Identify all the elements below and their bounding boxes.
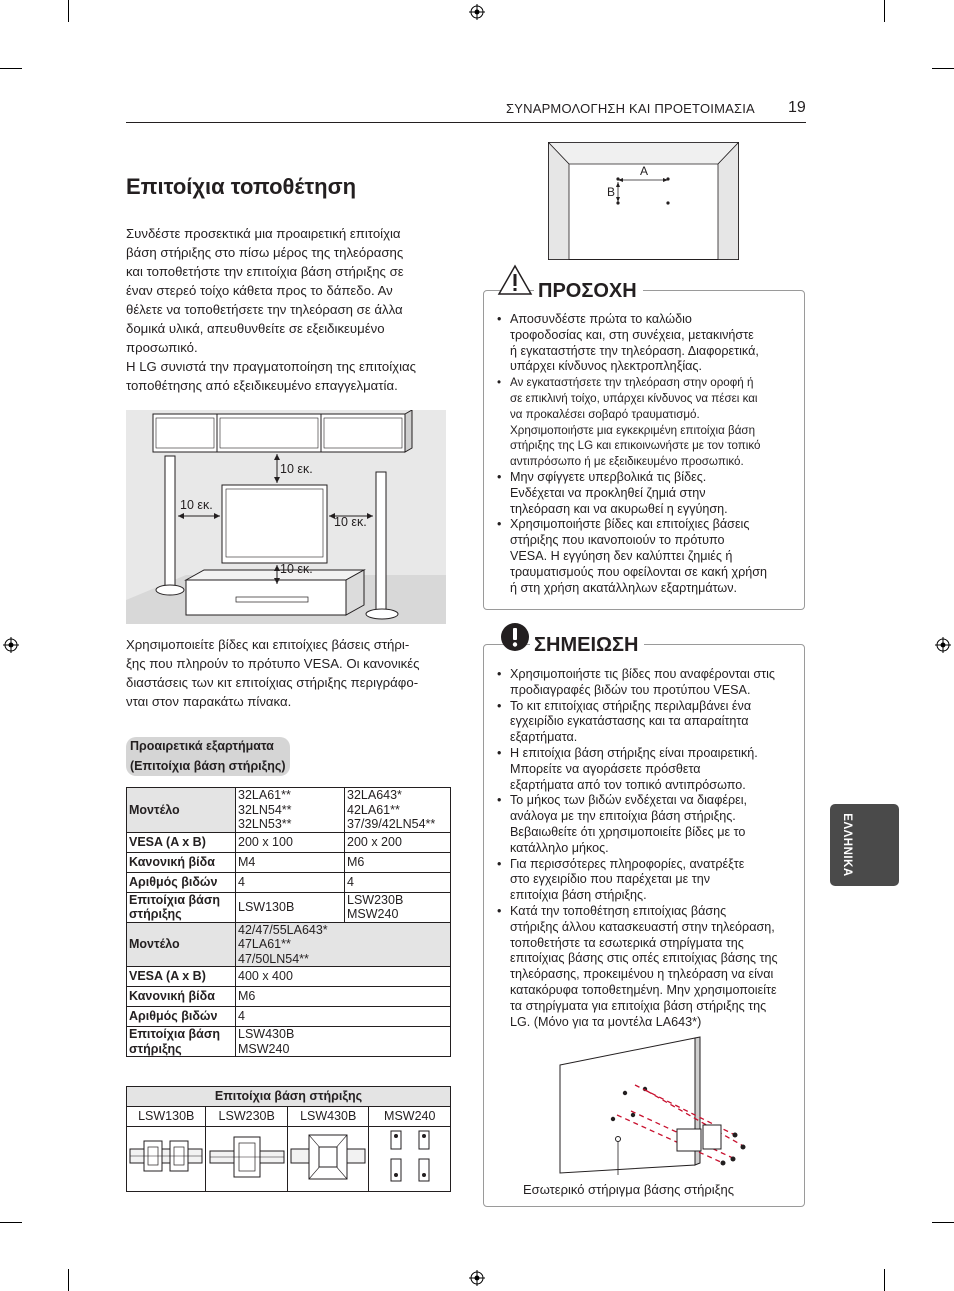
bullet-line: • Για περισσότερες πληροφορίες, ανατρέξτε <box>510 856 745 871</box>
lsw430b-bracket-image <box>289 1127 367 1187</box>
caution-list <box>497 312 797 596</box>
intro-line: θέλετε να τοποθετήσετε την τηλεόραση σε άλλα <box>126 302 403 317</box>
table-row <box>127 1087 451 1107</box>
msw240-bracket-image <box>371 1127 449 1187</box>
model-name: 47/50LN54** <box>238 951 309 966</box>
bullet-line: στήριξης που ικανοποιούν το πρότυπο <box>510 533 725 548</box>
registration-mark-icon <box>469 4 485 20</box>
language-tab-text: ΕΛΛΗΝΙΚΑ <box>841 813 853 877</box>
bullet-line: επιτοίχια βάση στήριξης. <box>510 888 647 903</box>
wall-mount-model: LSW130B <box>127 1107 206 1127</box>
bracket-label: Επιτοίχια βάση στήριξης <box>127 892 236 922</box>
model-name: 37/39/42LN54** <box>347 817 436 831</box>
model-name: 32LN53** <box>238 817 292 831</box>
bullet-line: LG. (Μόνο για τα μοντέλα LA643*) <box>510 1014 702 1029</box>
crop-mark <box>932 1222 954 1223</box>
vesa-line: διαστάσεις των κιτ επιτοίχιας στήριξης περιγράφο- <box>126 675 419 690</box>
screw-value: M4 <box>236 852 345 872</box>
bullet-line: τηλεόρασης, προκειμένου η τηλεόραση να είναι <box>510 967 774 982</box>
model-name: 47LA61** <box>238 937 291 951</box>
bullet-line: στο εγχειρίδιο που παρέχεται με την <box>510 872 710 887</box>
bullet-item <box>497 517 797 596</box>
bullet-item <box>497 375 797 470</box>
bracket-name: LSW430B <box>238 1027 295 1041</box>
section-header: ΣΥΝΑΡΜΟΛΟΓΗΣΗ ΚΑΙ ΠΡΟΕΤΟΙΜΑΣΙΑ <box>506 101 755 116</box>
bullet-line: στήριξης της LG και επικοινωνήστε με τον τοπικό <box>510 439 761 453</box>
intro-line: δομικά υλικά, απευθυνθείτε σε εξειδικευμένο <box>126 321 385 336</box>
bullet-line: τηλεόραση και να ακυρωθεί η εγγύηση. <box>510 501 728 516</box>
table-row <box>127 788 451 833</box>
bullet-item <box>497 312 797 375</box>
model-cell <box>236 922 451 967</box>
warning-triangle-icon <box>497 264 533 296</box>
model-name: 42/47/55LA643* <box>238 922 328 937</box>
bullet-line: • Κατά την τοποθέτηση επιτοίχιας βάσης <box>510 903 727 918</box>
vesa-line: Χρησιμοποιείτε βίδες και επιτοίχιες βάσεις στήρι- <box>126 637 410 652</box>
bullet-line: • Το κιτ επιτοίχιας στήριξης περιλαμβάνει ένα <box>510 698 752 713</box>
clearance-left-label: 10 εκ. <box>180 498 213 512</box>
bullet-item <box>497 793 799 856</box>
bullet-line: Μπορείτε να αγοράσετε πρόσθετα <box>510 761 701 776</box>
bullet-item <box>497 904 799 1030</box>
model-cell <box>345 788 451 833</box>
crop-mark <box>68 0 69 22</box>
vesa-a-label: A <box>640 164 649 178</box>
screw-value: M6 <box>236 987 451 1007</box>
bullet-line: υπάρχει κίνδυνος ηλεκτροπληξίας. <box>510 359 702 374</box>
note-exclamation-icon <box>500 622 530 652</box>
crop-mark <box>0 68 22 69</box>
vesa-value: 400 x 400 <box>236 967 451 987</box>
table-row <box>127 872 451 892</box>
caution-title: ΠΡΟΣΟΧΗ <box>534 280 643 303</box>
bracket-value <box>345 892 451 922</box>
optional-label-line: Προαιρετικά εξαρτήματα <box>130 739 274 753</box>
bullet-line: • Χρησιμοποιήστε βίδες και επιτοίχιες βάσεις <box>510 517 750 532</box>
model-label: Μοντέλο <box>127 922 236 967</box>
bullet-line: σε επικλινή τοίχο, υπάρχει κίνδυνος να πέσει και <box>510 391 758 405</box>
model-name: 42LA61** <box>347 802 400 817</box>
model-name: 32LA61** <box>238 788 291 802</box>
bracket-value <box>236 1027 451 1057</box>
model-label: Μοντέλο <box>127 788 236 833</box>
bullet-line: Ενδέχεται να προκληθεί ζημιά στην <box>510 485 706 500</box>
bracket-image-cell <box>287 1127 369 1192</box>
screw-value: M6 <box>345 852 451 872</box>
bullet-line: • Χρησιμοποιήστε τις βίδες που αναφέρονται στις <box>510 667 775 681</box>
bracket-name: MSW240 <box>347 907 399 921</box>
wall-mount-table <box>126 1086 451 1192</box>
table-row <box>127 987 451 1007</box>
registration-mark-icon <box>935 637 951 653</box>
intro-line: και τοποθετήστε την επιτοίχια βάση στήριξης σε <box>126 264 404 279</box>
intro-line: προσωπικό. <box>126 340 198 355</box>
bullet-item <box>497 699 799 746</box>
intro-paragraph <box>126 224 456 395</box>
vesa-label: VESA (A x B) <box>127 967 236 987</box>
vesa-dimension-diagram <box>548 142 739 260</box>
page-number: 19 <box>788 99 806 116</box>
wall-mount-model: MSW240 <box>369 1107 451 1127</box>
caution-content <box>497 312 797 596</box>
bullet-line: ή στη χρήση ακατάλληλων εξαρτημάτων. <box>510 580 738 595</box>
table-row <box>127 852 451 872</box>
vesa-line: ξης που πληρούν το πρότυπο VESA. Οι κανονικές <box>126 656 420 671</box>
count-value: 4 <box>236 872 345 892</box>
bullet-item <box>497 857 799 904</box>
bullet-line: • Αποσυνδέστε πρώτα το καλώδιο <box>510 312 692 326</box>
optional-accessories-label <box>126 737 290 776</box>
crop-mark <box>0 1222 22 1223</box>
bullet-line: VESA. Η εγγύηση δεν καλύπτει ζημιές ή <box>510 548 733 563</box>
bullet-line: ή εγκαταστήστε την τηλεόραση. Διαφορετικά, <box>510 343 759 358</box>
bullet-line: αντιπρόσωπο ή με εξειδικευμένο προσωπικό. <box>510 455 744 469</box>
wall-mount-header: Επιτοίχια βάση στήριξης <box>127 1087 451 1107</box>
bullet-line: • Το μήκος των βιδών ενδέχεται να διαφέρει, <box>510 793 748 808</box>
language-tab-label <box>830 804 864 886</box>
bracket-image-cell <box>369 1127 451 1192</box>
bullet-line: τροφοδοσίας και, στη συνέχεια, μετακινήστε <box>510 327 754 342</box>
bullet-item <box>497 470 797 517</box>
inner-bracket-caption: Εσωτερικό στήριγμα βάσης στήριξης <box>523 1182 734 1197</box>
bullet-line: προδιαγραφές βιδών του προτύπου VESA. <box>510 682 751 697</box>
bracket-label: Επιτοίχια βάση στήριξης <box>127 1027 236 1057</box>
table-row <box>127 1107 451 1127</box>
bullet-line: • Η επιτοίχια βάση στήριξης είναι προαιρετική. <box>510 745 758 760</box>
lsw230b-bracket-image <box>208 1127 286 1187</box>
intro-line: έναν στερεό τοίχο κάθετα προς το δάπεδο. Αν <box>126 283 393 298</box>
bullet-line: τραυματισμούς που οφείλονται σε κακή χρήση <box>510 564 768 579</box>
bullet-line: τα στηρίγματα για επιτοίχια βάση στήριξης της <box>510 998 767 1013</box>
bracket-name: LSW230B <box>347 892 404 907</box>
bullet-line: εγχειρίδιο εγκατάστασης και τα απαραίτητα <box>510 714 749 729</box>
intro-line: Η LG συνιστά την πραγματοποίηση της επιτοίχιας <box>126 359 417 374</box>
bullet-line: ανάλογα με την επιτοίχια βάση στήριξης. <box>510 809 736 824</box>
wall-mount-model: LSW430B <box>287 1107 369 1127</box>
clearance-right-label: 10 εκ. <box>334 515 367 529</box>
clearance-top-label: 10 εκ. <box>280 462 313 476</box>
bullet-line: επιτοίχιας βάσης στις οπές επιτοίχιας βάσης της <box>510 951 778 966</box>
page-title: Επιτοίχια τοποθέτηση <box>126 174 357 199</box>
header-rule <box>126 122 806 123</box>
model-cell <box>236 788 345 833</box>
count-label: Αριθμός βιδών <box>127 1007 236 1027</box>
model-name: 32LA643* <box>347 788 402 802</box>
bullet-item <box>497 746 799 793</box>
bullet-line: να προκαλέσει σοβαρό τραυματισμό. <box>510 407 700 421</box>
count-value: 4 <box>236 1007 451 1027</box>
wall-mount-model: LSW230B <box>206 1107 288 1127</box>
bullet-line: κατάλληλο μήκος. <box>510 840 609 855</box>
bullet-line: τοποθετήστε τα εσωτερικά στηρίγματα της <box>510 935 744 950</box>
bullet-line: εξαρτήματα από τον τοπικό αντιπρόσωπο. <box>510 777 746 792</box>
note-list <box>497 667 799 1030</box>
table-row <box>127 967 451 987</box>
bullet-item <box>497 667 799 699</box>
lsw130b-bracket-image <box>128 1127 204 1187</box>
crop-mark <box>884 1269 885 1291</box>
clearance-illustration <box>126 410 446 624</box>
bracket-name: MSW240 <box>238 1041 290 1056</box>
bullet-line: Βεβαιωθείτε ότι χρησιμοποιείτε βίδες με το <box>510 824 746 839</box>
note-title: ΣΗΜΕΙΩΣΗ <box>530 634 644 657</box>
inner-bracket-illustration <box>555 1035 755 1175</box>
screw-label: Κανονική βίδα <box>127 987 236 1007</box>
table-row <box>127 1007 451 1027</box>
intro-line: βάση στήριξης στο πίσω μέρος της τηλεόρασης <box>126 245 404 260</box>
intro-line: Συνδέστε προσεκτικά μια προαιρετική επιτοίχια <box>126 226 401 241</box>
bullet-line: • Μην σφίγγετε υπερβολικά τις βίδες. <box>510 469 707 484</box>
count-value: 4 <box>345 872 451 892</box>
crop-mark <box>932 68 954 69</box>
vesa-value: 200 x 200 <box>345 832 451 852</box>
intro-line: τοποθέτησης από εξειδικευμένο επαγγελματία. <box>126 378 398 393</box>
vesa-line: νται στον παρακάτω πίνακα. <box>126 694 292 709</box>
screw-label: Κανονική βίδα <box>127 852 236 872</box>
registration-mark-icon <box>3 637 19 653</box>
table-row <box>127 922 451 967</box>
vesa-spec-table <box>126 787 451 1057</box>
vesa-b-label: B <box>607 185 616 199</box>
bullet-line: στήριξης άλλου κατασκευαστή στην τηλεόραση, <box>510 919 775 934</box>
clearance-bottom-label: 10 εκ. <box>280 562 313 576</box>
bracket-image-cell <box>127 1127 206 1192</box>
crop-mark <box>68 1269 69 1291</box>
bullet-line: εξαρτήματα. <box>510 730 578 745</box>
vesa-value: 200 x 100 <box>236 832 345 852</box>
vesa-label: VESA (A x B) <box>127 832 236 852</box>
table-row <box>127 1027 451 1057</box>
vesa-paragraph <box>126 635 456 711</box>
model-name: 32LN54** <box>238 802 292 817</box>
table-row <box>127 1127 451 1192</box>
optional-label-line: (Επιτοίχια βάση στήριξης) <box>130 758 286 773</box>
bullet-line: Χρησιμοποιήστε μια εγκεκριμένη επιτοίχια βάση <box>510 423 756 437</box>
table-row <box>127 832 451 852</box>
count-label: Αριθμός βιδών <box>127 872 236 892</box>
bullet-line: • Αν εγκαταστήσετε την τηλεόραση στην οροφή ή <box>510 376 754 390</box>
table-row <box>127 892 451 922</box>
bullet-line: κατακόρυφα τοποθετημένη. Μην χρησιμοποιείτε <box>510 982 777 997</box>
bracket-value: LSW130B <box>236 892 345 922</box>
bracket-image-cell <box>206 1127 288 1192</box>
note-content <box>497 667 799 1030</box>
crop-mark <box>884 0 885 22</box>
registration-mark-icon <box>469 1270 485 1286</box>
